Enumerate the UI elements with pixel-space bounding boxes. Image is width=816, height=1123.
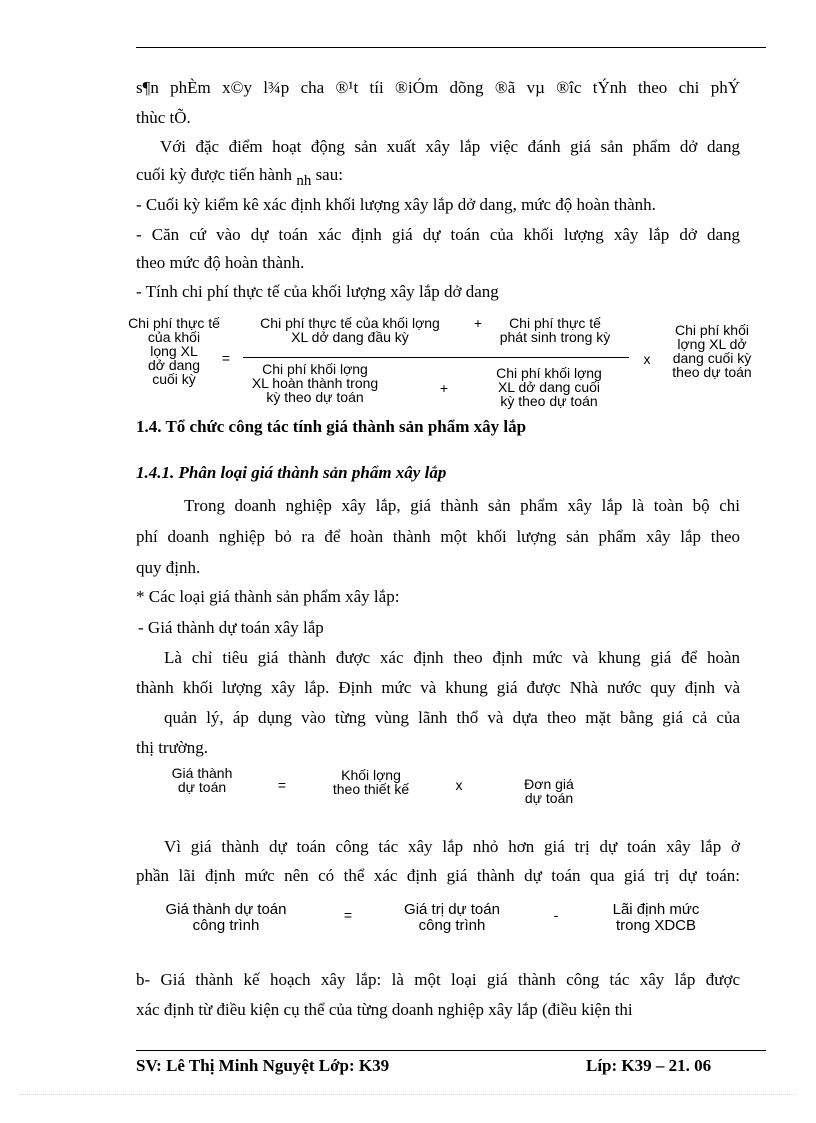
formula-right-term — [660, 323, 764, 379]
formula-term — [506, 777, 592, 805]
formula-term — [150, 902, 302, 934]
formula-text: Lãi định mức — [612, 901, 700, 918]
formula-text: Chi phí khối lợng — [496, 365, 602, 381]
formula-text: dang cuối kỳ — [672, 350, 752, 366]
paragraph-line: quy định. — [136, 558, 201, 577]
formula-term — [384, 902, 520, 934]
formula-text: lọng XL — [150, 343, 198, 359]
fraction-bar — [243, 357, 629, 358]
paragraph-text: nh — [296, 173, 312, 189]
paragraph-line: thị trường. — [136, 738, 209, 757]
paragraph-line: phần lãi định mức nên có thể xác định giá thành dự toán qua giá trị dự toán: — [136, 866, 740, 885]
formula-text: Chi phí thực tế — [128, 315, 220, 331]
formula-text: Giá thành — [171, 765, 233, 781]
formula-text: Chi phí thực tế của khối lợng — [260, 315, 440, 331]
formula-text: dự toán — [524, 790, 574, 806]
numerator-b — [480, 316, 630, 344]
formula-text: theo thiết kế — [332, 781, 410, 797]
formula-text: trong XDCB — [615, 917, 697, 934]
denominator-a — [240, 362, 390, 404]
formula-text: dở dang — [147, 357, 200, 373]
formula-text: theo dự toán — [672, 364, 752, 380]
formula-term — [156, 766, 248, 794]
footer-student: SV: Lê Thị Minh Nguyệt Lớp: K39 — [136, 1056, 390, 1075]
paragraph-line: theo mức độ hoàn thành. — [136, 253, 305, 272]
formula-text: Chi phí khối — [675, 322, 749, 338]
formula-text: công trình — [192, 917, 260, 934]
formula-term — [316, 768, 426, 796]
formula-text: Khối lợng — [341, 767, 401, 783]
paragraph-line: Với đặc điểm hoạt động sản xuất xây lắp việc đánh giá sản phẩm dở dang — [160, 137, 740, 156]
header-rule — [136, 47, 766, 48]
formula-equals: = — [277, 777, 287, 793]
paragraph-text: sau: — [315, 165, 343, 184]
footer-class: Líp: K39 – 21. 06 — [586, 1056, 712, 1075]
bullet-line: - Căn cứ vào dự toán xác định giá dự toán của khối lượng xây lắp dở dang — [136, 225, 740, 244]
list-heading: * Các loại giá thành sản phẩm xây lắp: — [136, 587, 400, 606]
formula-text: XL dở dang cuối — [497, 379, 601, 395]
paragraph-line: phí doanh nghiệp bỏ ra để hoàn thành một khối lượng sản phẩm xây lắp theo — [136, 527, 740, 546]
formula-text: Giá trị dự toán — [404, 901, 500, 918]
formula-text: Giá thành dự toán — [165, 901, 287, 918]
formula-minus: - — [553, 907, 559, 923]
formula-text: phát sinh trong kỳ — [499, 329, 611, 345]
formula-text: Chi phí thực tế — [509, 315, 601, 331]
formula-text: dự toán — [177, 779, 227, 795]
paragraph-line: s¶n phÈm x©y l¾p cha ®¹t tíi ®iÓm dõng ®ã vµ ®îc tÝnh theo chi phÝ — [136, 78, 740, 97]
formula-equals: = — [221, 350, 231, 366]
paragraph-line: Trong doanh nghiệp xây lắp, giá thành sản phẩm xây lắp là toàn bộ chi — [184, 496, 740, 515]
denominator-b — [474, 366, 624, 408]
paragraph-line: xác định từ điều kiện cụ thể của từng doanh nghiệp xây lắp (điều kiện thi — [136, 1000, 633, 1019]
paragraph-line: Vì giá thành dự toán công tác xây lắp nhỏ hơn giá trị dự toán xây lắp ở — [164, 837, 740, 856]
numerator-plus: + — [473, 315, 483, 331]
formula-term — [596, 902, 716, 934]
paragraph-line: b- Giá thành kế hoạch xây lắp: là một loại giá thành công tác xây lắp được — [136, 970, 740, 989]
bullet-line: - Tính chi phí thực tế của khối lượng xây lắp dở dang — [136, 282, 499, 301]
paragraph-line: Là chỉ tiêu giá thành được xác định theo định mức và khung giá để hoàn — [164, 648, 740, 667]
formula-text: XL hoàn thành trong — [251, 375, 379, 391]
paragraph-line: thành khối lượng xây lắp. Định mức và khung giá được Nhà nước quy định và — [136, 678, 740, 697]
formula-text: Đơn giá — [524, 776, 574, 792]
formula-text: Chi phí khối lợng — [262, 361, 368, 377]
formula-text: công trình — [418, 917, 486, 934]
formula-text: XL dở dang đầu kỳ — [291, 329, 409, 345]
formula-text: kỳ theo dự toán — [266, 389, 364, 405]
subsection-heading: 1.4.1. Phân loại giá thành sản phẩm xây lắp — [136, 463, 447, 482]
bullet-line: - Cuối kỳ kiểm kê xác định khối lượng xây lắp dở dang, mức độ hoàn thành. — [136, 195, 656, 214]
list-item: - Giá thành dự toán xây lắp — [138, 618, 324, 637]
formula-equals: = — [343, 907, 353, 923]
paragraph-line — [136, 165, 740, 189]
section-heading: 1.4. Tổ chức công tác tính giá thành sản phẩm xây lắp — [136, 417, 527, 436]
paragraph-text: cuối kỳ được tiến hành — [136, 165, 293, 184]
formula-text: của khối — [147, 329, 201, 345]
paragraph-line: quản lý, áp dụng vào từng vùng lãnh thổ và dựa theo mặt bằng giá cả của — [164, 708, 740, 727]
page-edge-divider — [20, 1094, 796, 1095]
formula-text: cuối kỳ — [152, 371, 196, 387]
footer-rule — [136, 1050, 766, 1051]
formula-text: kỳ theo dự toán — [500, 393, 598, 409]
formula-text: lợng XL dở — [677, 336, 747, 352]
paragraph-line: thùc tÕ. — [136, 108, 191, 127]
denominator-plus: + — [439, 380, 449, 396]
formula-times: x — [643, 351, 651, 367]
numerator-a — [240, 316, 460, 344]
formula-times: x — [455, 777, 463, 793]
